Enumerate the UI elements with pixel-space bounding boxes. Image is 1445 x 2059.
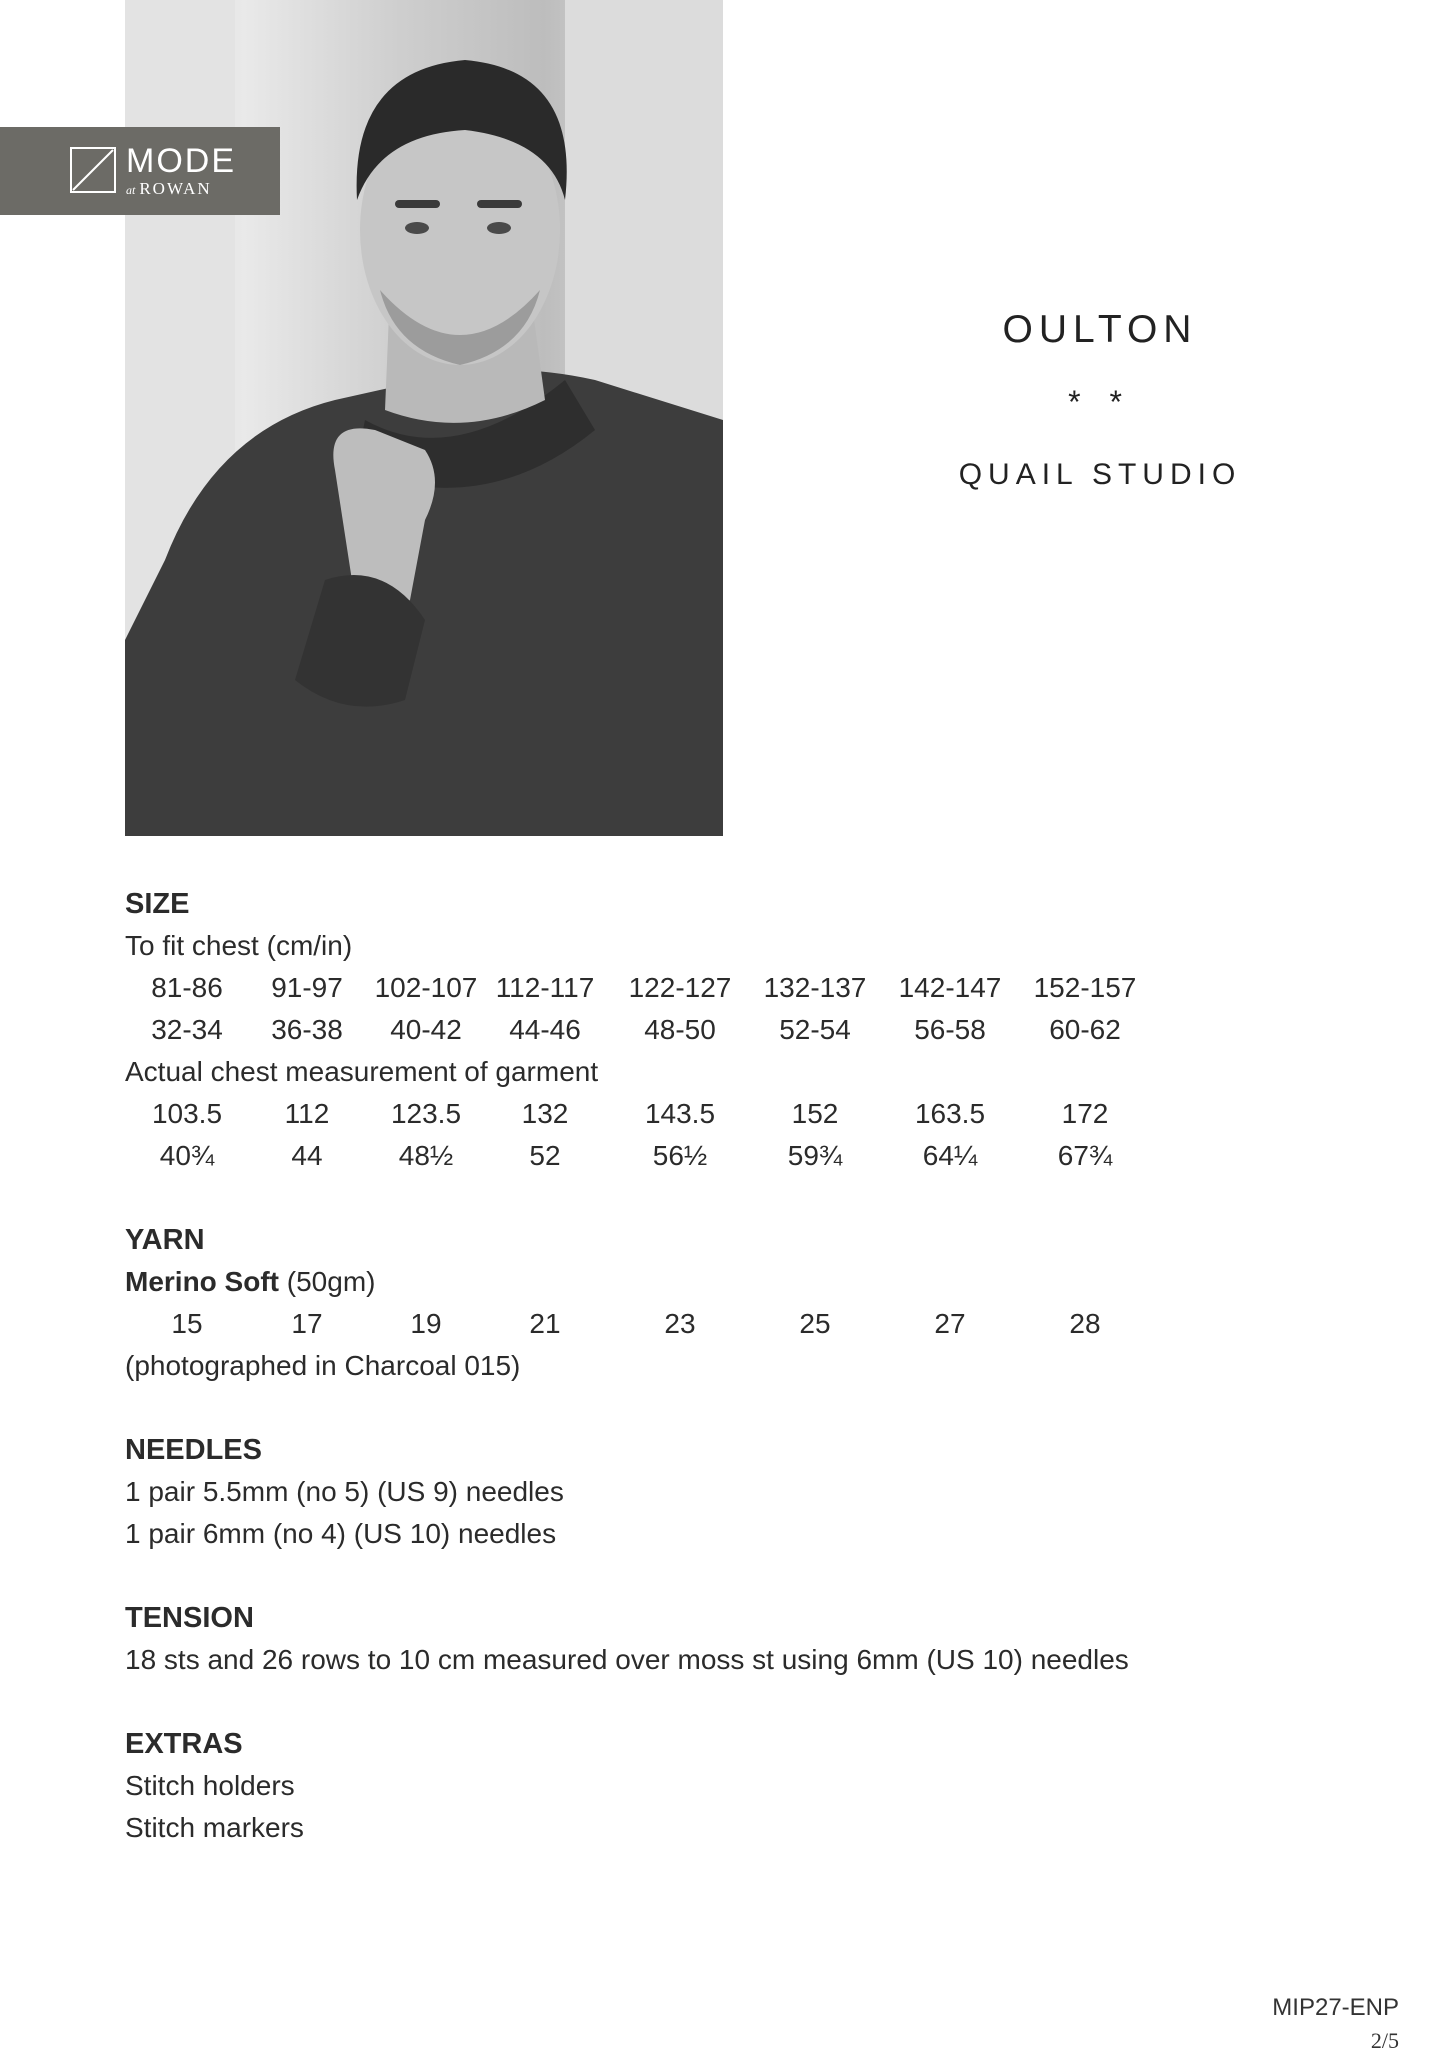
table-cell: 44-46 bbox=[509, 1014, 581, 1045]
table-cell: 152 bbox=[791, 1098, 839, 1129]
table-cell: 143.5 bbox=[644, 1098, 716, 1129]
model-photo bbox=[125, 0, 723, 836]
yarn-weight: (50gm) bbox=[279, 1266, 376, 1297]
tension-text: 18 sts and 26 rows to 10 cm measured over moss st using 6mm (US 10) needles bbox=[125, 1644, 1129, 1675]
table-cell: 52 bbox=[529, 1140, 561, 1171]
table-cell: 163.5 bbox=[914, 1098, 986, 1129]
table-cell: 102-107 bbox=[374, 972, 478, 1003]
table-cell: 27 bbox=[934, 1308, 966, 1339]
mode-logo-icon bbox=[70, 147, 116, 193]
photo-illustration bbox=[125, 0, 723, 836]
logo-rowan-text: ROWAN bbox=[139, 179, 212, 198]
table-cell: 15 bbox=[171, 1308, 203, 1339]
table-cell: 21 bbox=[529, 1308, 561, 1339]
table-cell: 142-147 bbox=[898, 972, 1002, 1003]
table-cell: 60-62 bbox=[1049, 1014, 1121, 1045]
table-cell: 112-117 bbox=[495, 972, 595, 1003]
extras-heading: EXTRAS bbox=[125, 1728, 243, 1760]
table-cell: 17 bbox=[291, 1308, 323, 1339]
table-cell: 40-42 bbox=[390, 1014, 462, 1045]
needles-item: 1 pair 6mm (no 4) (US 10) needles bbox=[125, 1518, 557, 1549]
brand-logo bbox=[0, 127, 280, 215]
table-cell: 64¼ bbox=[922, 1140, 978, 1171]
yarn-line bbox=[125, 1266, 375, 1298]
table-cell: 52-54 bbox=[779, 1014, 851, 1045]
table-cell: 172 bbox=[1061, 1098, 1109, 1129]
table-cell: 19 bbox=[410, 1308, 442, 1339]
yarn-colour-note: (photographed in Charcoal 015) bbox=[125, 1350, 521, 1381]
table-cell: 40¾ bbox=[159, 1140, 215, 1171]
table-cell: 122-127 bbox=[628, 972, 732, 1003]
table-cell: 56-58 bbox=[914, 1014, 986, 1045]
logo-subtext bbox=[126, 179, 212, 200]
extras-item: Stitch holders bbox=[125, 1770, 295, 1801]
size-heading: SIZE bbox=[125, 888, 190, 920]
table-cell: 152-157 bbox=[1033, 972, 1137, 1003]
table-cell: 48-50 bbox=[644, 1014, 716, 1045]
table-cell: 44 bbox=[291, 1140, 323, 1171]
tension-heading: TENSION bbox=[125, 1602, 254, 1634]
table-cell: 132 bbox=[521, 1098, 569, 1129]
table-cell: 25 bbox=[799, 1308, 831, 1339]
logo-at-text: at bbox=[126, 183, 136, 197]
pattern-title: OULTON bbox=[1002, 308, 1198, 351]
yarn-heading: YARN bbox=[125, 1224, 205, 1256]
actual-chest-label: Actual chest measurement of garment bbox=[125, 1056, 599, 1087]
table-cell: 103.5 bbox=[151, 1098, 223, 1129]
table-cell: 67¾ bbox=[1057, 1140, 1113, 1171]
difficulty-stars: * * bbox=[1068, 384, 1132, 420]
needles-heading: NEEDLES bbox=[125, 1434, 262, 1466]
page-number: 2/5 bbox=[1370, 2028, 1399, 2053]
table-cell: 48½ bbox=[398, 1140, 454, 1171]
logo-brand-text: MODE bbox=[126, 142, 236, 180]
pattern-code: MIP27-ENP bbox=[1272, 1994, 1399, 2021]
table-cell: 56½ bbox=[652, 1140, 708, 1171]
extras-item: Stitch markers bbox=[125, 1812, 304, 1843]
chest-label: To fit chest (cm/in) bbox=[125, 930, 353, 961]
table-cell: 36-38 bbox=[271, 1014, 343, 1045]
yarn-name: Merino Soft bbox=[125, 1266, 279, 1297]
table-cell: 132-137 bbox=[763, 972, 867, 1003]
needles-item: 1 pair 5.5mm (no 5) (US 9) needles bbox=[125, 1476, 564, 1507]
table-cell: 91-97 bbox=[271, 972, 343, 1003]
table-cell: 59¾ bbox=[787, 1140, 843, 1171]
table-cell: 32-34 bbox=[151, 1014, 223, 1045]
designer-name: QUAIL STUDIO bbox=[958, 458, 1242, 491]
table-cell: 81-86 bbox=[151, 972, 223, 1003]
table-cell: 112 bbox=[284, 1098, 330, 1129]
table-cell: 28 bbox=[1069, 1308, 1101, 1339]
table-cell: 123.5 bbox=[390, 1098, 462, 1129]
table-cell: 23 bbox=[664, 1308, 696, 1339]
